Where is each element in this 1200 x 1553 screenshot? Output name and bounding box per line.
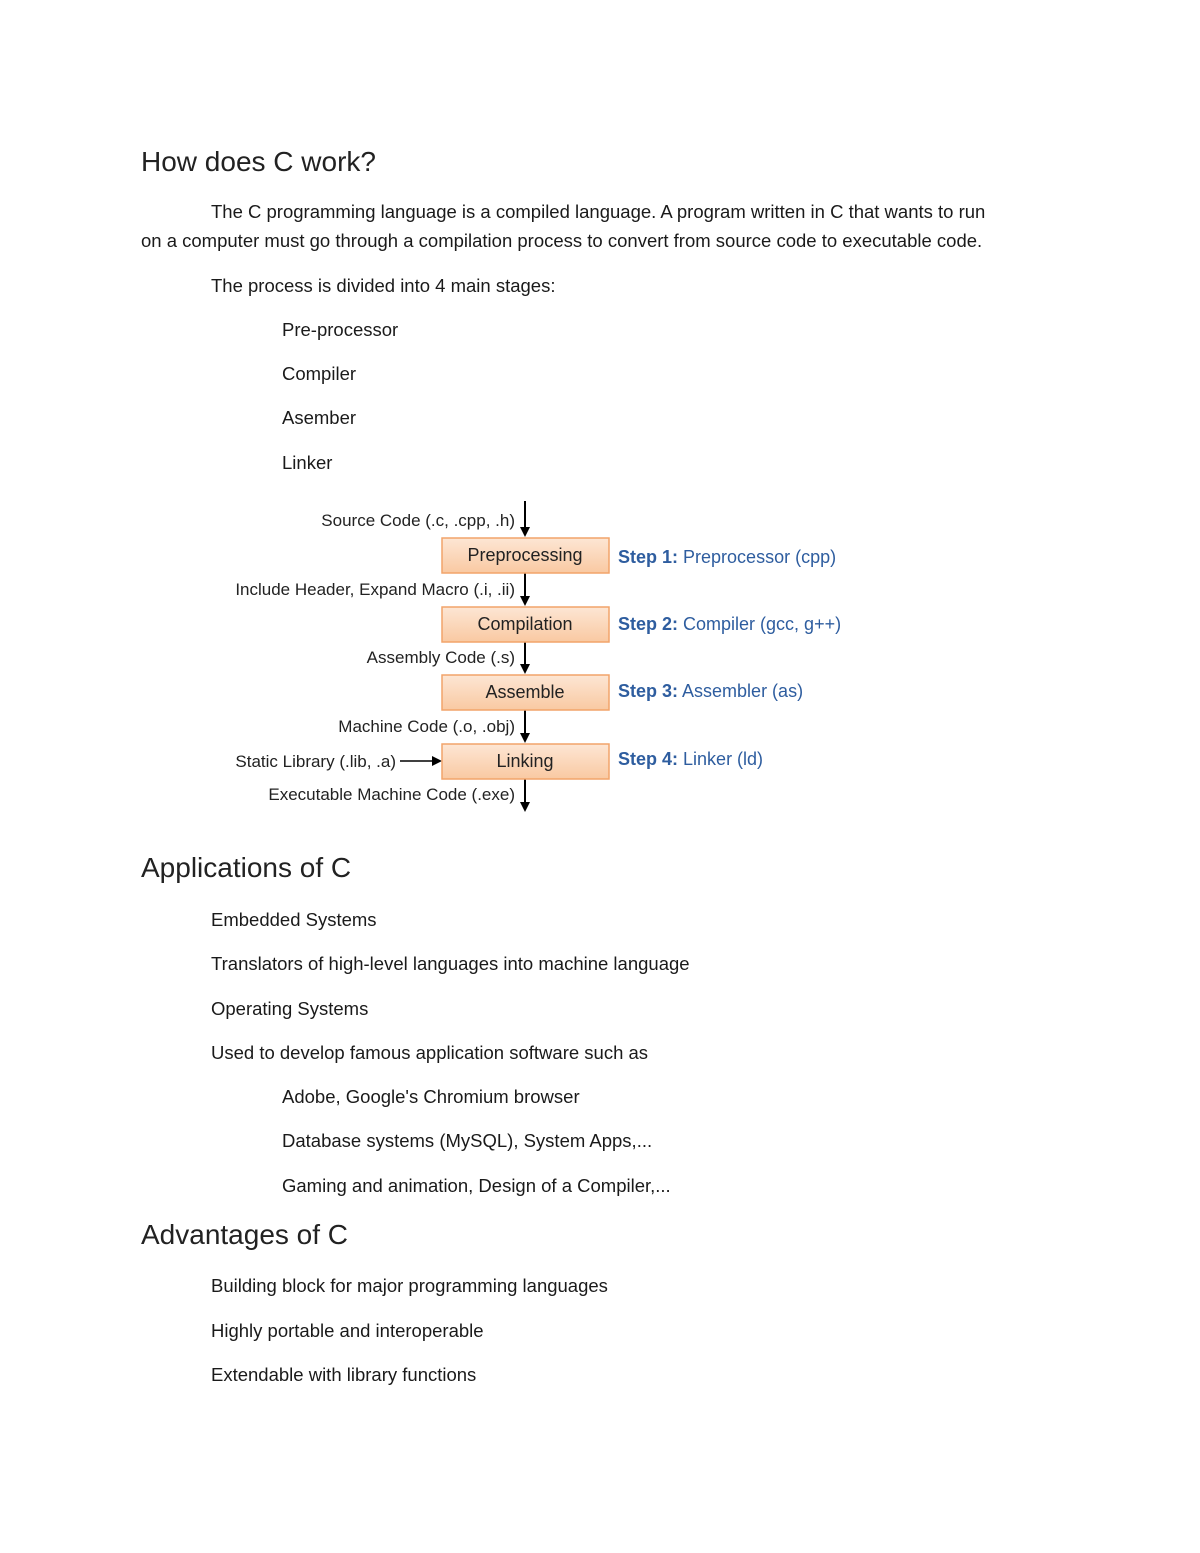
application-item: Embedded Systems [211,909,377,930]
stage-box-linking [442,744,609,779]
stage-item: Compiler [282,363,357,384]
step-3-label: Step 3: Assembler (as) [618,681,804,701]
stages-intro: The process is divided into 4 main stages: [211,275,556,296]
stage-box-assemble [442,675,609,710]
stage-item: Linker [282,452,333,473]
application-subitem: Gaming and animation, Design of a Compiler,... [282,1175,671,1196]
section-heading-how-c-works: How does C work? [141,146,376,177]
include-header-label: Include Header, Expand Macro (.i, .ii) [235,580,515,599]
application-subitem: Database systems (MySQL), System Apps,... [282,1130,653,1151]
step-1-label: Step 1: Preprocessor (cpp) [618,547,837,567]
application-item: Used to develop famous application software such as [211,1042,649,1063]
step-4-label: Step 4: Linker (ld) [618,749,764,769]
advantage-item: Building block for major programming languages [211,1275,608,1296]
stage-box-compilation [442,607,609,642]
stage-box-preprocessing [442,538,609,573]
stage-box-label: Linking [496,751,554,771]
stage-box-label: Compilation [477,614,573,634]
machine-code-label: Machine Code (.o, .obj) [338,717,515,736]
assembly-code-label: Assembly Code (.s) [366,648,515,667]
application-item: Operating Systems [211,998,369,1019]
intro-paragraph-line2: on a computer must go through a compilation process to convert from source code to executable code. [141,230,983,251]
step-2-label: Step 2: Compiler (gcc, g++) [618,614,842,634]
stage-box-label: Preprocessing [467,545,583,565]
advantage-item: Highly portable and interoperable [211,1320,484,1341]
section-heading-advantages: Advantages of C [141,1219,349,1250]
executable-code-label: Executable Machine Code (.exe) [268,785,515,804]
source-code-label: Source Code (.c, .cpp, .h) [321,511,515,530]
static-library-label: Static Library (.lib, .a) [235,752,396,771]
application-subitem: Adobe, Google's Chromium browser [282,1086,580,1107]
stage-item: Asember [282,407,357,428]
stage-box-label: Assemble [485,682,565,702]
advantage-item: Extendable with library functions [211,1364,477,1385]
intro-paragraph-line1: The C programming language is a compiled language. A program written in C that wants to run [211,201,986,222]
stage-item: Pre-processor [282,319,399,340]
section-heading-applications: Applications of C [141,852,352,883]
application-item: Translators of high-level languages into machine language [211,953,690,974]
